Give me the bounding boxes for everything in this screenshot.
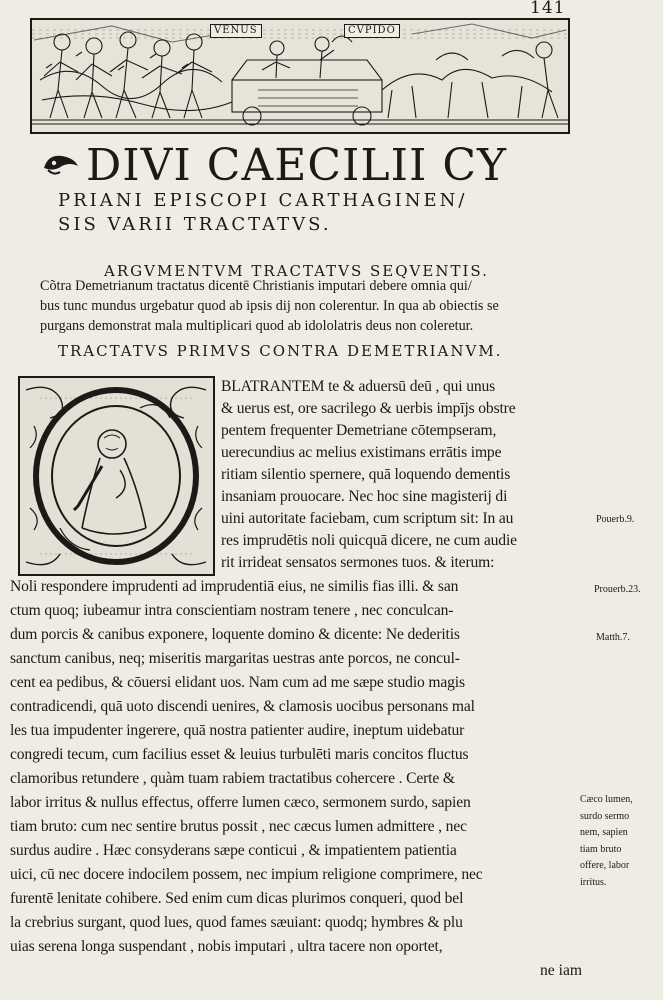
title-line-2: PRIANI EPISCOPI CARTHAGINEN/ xyxy=(58,190,468,211)
decorated-initial-o xyxy=(18,376,215,576)
text-line: clamoribus retundere , quàm tuam rabiem tractatibus cohercere . Certe & xyxy=(10,770,455,787)
argumentum-line: purgans demonstrat mala multiplicari quod ab idololatris deus non coleretur. xyxy=(40,318,474,334)
historiated-initial-icon xyxy=(20,378,213,574)
marginal-reference-proverbs-9: Pouerb.9. xyxy=(596,514,635,525)
tractatus-heading: TRACTATVS PRIMVS CONTRA DEMETRIANVM. xyxy=(58,342,503,360)
marginal-reference-matthew-7: Matth.7. xyxy=(596,632,630,643)
title-line-3: SIS VARII TRACTATVS. xyxy=(58,214,332,235)
text-line: pentem frequenter Demetriane cōtempseram, xyxy=(221,422,497,439)
cupido-label: CVPIDO xyxy=(344,24,400,38)
woodcut-headpiece xyxy=(30,18,570,134)
page-number: 141 xyxy=(530,0,566,18)
text-line: labor irritus & nullus effectus, offerre lumen cæco, sermonem surdo, sapien xyxy=(10,794,471,811)
text-line: ritiam silentio spernere, quā loquendo dementis xyxy=(221,466,511,483)
text-line: ctum quoq; iubeamur intra conscientiam nostram tenere , nec conculcan- xyxy=(10,602,454,619)
marginal-reference-proverbs-23: Prouerb.23. xyxy=(594,584,641,595)
text-line: les tua impudenter ingerere, quā nostra patienter audire, ineptum uidebatur xyxy=(10,722,465,739)
catchword: ne iam xyxy=(540,962,582,979)
text-line: rit irrideat sensatos sermones tuos. & iterum: xyxy=(221,554,495,571)
text-line: surdus audire . Hæc consyderans sæpe conticui , & impatientem patientia xyxy=(10,842,457,859)
text-line: BLATRANTEM te & aduersū deū , qui unus xyxy=(221,378,496,395)
argumentum-line: bus tunc mundus urgebatur quod ab ipsis dij non colerentur. In qua ab obiectis se xyxy=(40,298,499,314)
text-line: uini autoritate faciebam, cum scriptum sit: In au xyxy=(221,510,514,527)
text-line: uerecundius ac melius existimans errātis impe xyxy=(221,444,502,461)
marginal-gloss: Cæco lumen, surdo sermo nem, sapien tiam bruto offere, labor irritus. xyxy=(580,794,633,888)
text-line: contradicendi, quā uoto discendi uenires, & clamosis uocibus personans mal xyxy=(10,698,475,715)
venus-label: VENUS xyxy=(210,24,262,38)
text-line: insaniam prouocare. Nec hoc sine magisterij di xyxy=(221,488,508,505)
text-line: uias serena longa suspendant , nobis imputari , ultra tacere non oportet, xyxy=(10,938,443,955)
page-title: DIVI CAECILII CY xyxy=(86,140,508,191)
text-line: dum porcis & canibus exponere, loquente domino & dicente: Ne dederitis xyxy=(10,626,460,643)
text-line: uici, cū nec docere indocilem possem, nec impium religione comprimere, nec xyxy=(10,866,483,883)
argumentum-line: Cõtra Demetrianum tractatus dicentē Christianis imputari debere omnia qui/ xyxy=(40,278,472,294)
text-line: la crebrius surgant, quod lues, quod fames sæuiant: quodq; hymbres & plu xyxy=(10,914,463,931)
text-line: Noli respondere imprudenti ad imprudentiā eius, ne similis fias illi. & san xyxy=(10,578,459,595)
text-line: furentē lenitate cohibere. Sed enim cum dicas plurimos conqueri, quod bel xyxy=(10,890,464,907)
leaf-ornament-icon xyxy=(40,148,82,178)
text-line: sanctum canibus, neq; miseritis margaritas uestras ante porcos, ne concul- xyxy=(10,650,460,667)
text-line: cent ea pedibus, & cōuersi elidant uos. Nam cum ad me sæpe studio magis xyxy=(10,674,465,691)
text-line: tiam bruto: cum nec sentire brutus possit , nec cæcus lumen admittere , nec xyxy=(10,818,467,835)
woodcut-procession-illustration xyxy=(32,20,568,132)
text-line: & uerus est, ore sacrilego & uerbis impījs obstre xyxy=(221,400,516,417)
argumentum-heading: ARGVMENTVM TRACTATVS SEQVENTIS. xyxy=(104,262,489,280)
text-line: res imprudētis noli quicquā dicere, ne cum audie xyxy=(221,532,517,549)
text-line: congredi tecum, cum facilius esset & leuius turbulēti maris concitos fluctus xyxy=(10,746,469,763)
